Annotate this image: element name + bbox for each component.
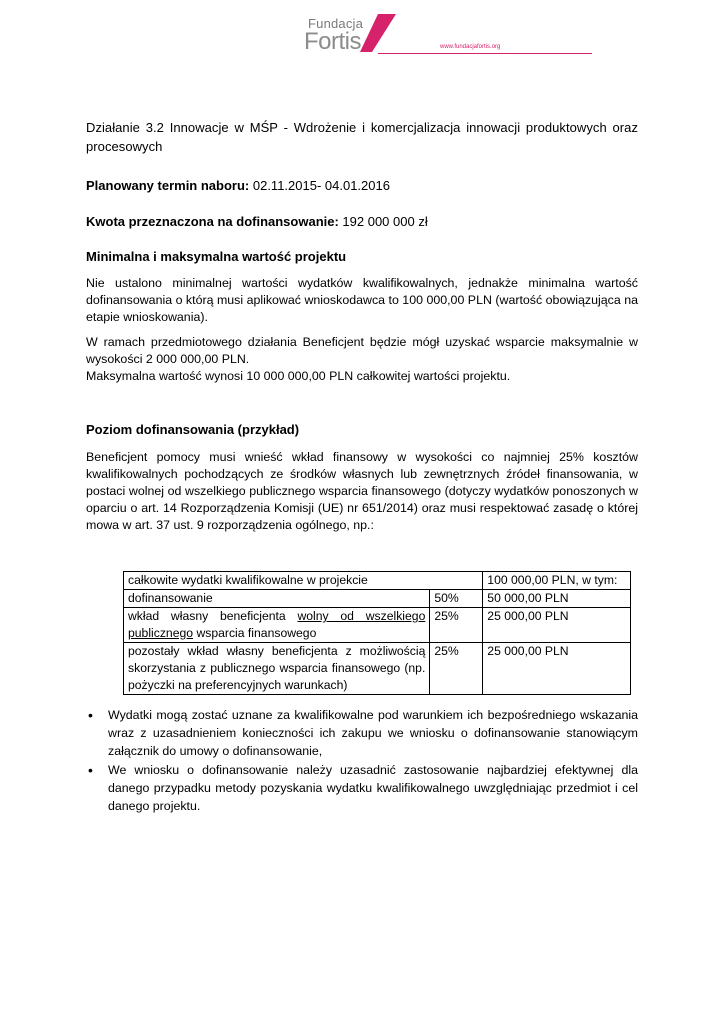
table-row: [124, 608, 631, 643]
funding-table: [123, 571, 631, 695]
call-period-label: Planowany termin naboru:: [86, 178, 250, 193]
amount-value: 192 000 000 zł: [338, 214, 428, 229]
table-cell-label-post: wsparcia finansowego: [193, 626, 317, 640]
logo-top-text: Fundacja: [308, 16, 364, 31]
logo-main-text: Fortis: [304, 28, 361, 55]
call-period-value: 02.11.2015- 04.01.2016: [249, 178, 390, 193]
table-cell-amount: 100 000,00 PLN, w tym:: [483, 572, 631, 590]
amount-label: Kwota przeznaczona na dofinansowanie:: [86, 214, 339, 229]
document-body: [86, 118, 638, 534]
bullet-list: [86, 706, 638, 815]
table-cell-percent: 25%: [430, 643, 483, 695]
table-cell-amount: 25 000,00 PLN: [483, 643, 631, 695]
logo-url: www.fundacjafortis.org: [440, 44, 501, 50]
table-cell-percent: 50%: [430, 590, 483, 608]
table-cell-label: pozostały wkład własny beneficjenta z możliwością skorzystania z publicznego wsparcia finansowego (np. pożyczki na preferencyjnych warunkach): [124, 643, 430, 695]
min-max-para-2: W ramach przedmiotowego działania Beneficjent będzie mógł uzyskać wsparcie maksymalnie w wysokości 2 000 000,00 PLN.: [86, 335, 638, 366]
min-max-heading: Minimalna i maksymalna wartość projektu: [86, 249, 347, 264]
table-cell-percent: 25%: [430, 608, 483, 643]
table-cell-amount: 50 000,00 PLN: [483, 590, 631, 608]
table-row: [124, 643, 631, 695]
min-max-para-3: Maksymalna wartość wynosi 10 000 000,00 PLN całkowitej wartości projektu.: [86, 369, 511, 383]
header-logo: [300, 10, 600, 58]
call-period: [86, 176, 638, 195]
table-cell-label: dofinansowanie: [124, 590, 430, 608]
list-item: • Wydatki mogą zostać uznane za kwalifikowalne pod warunkiem ich bezpośredniego wskazania wraz z uzasadnieniem konieczności ich zakupu we wniosku o dofinansowanie stanowiącym załącznik do umowy o dofinansowanie,: [86, 706, 638, 760]
min-max-para-1: Nie ustalono minimalnej wartości wydatków kwalifikowalnych, jednakże minimalna wartość dofinansowania o którą musi aplikować wnioskodawca to 100 000,00 PLN (wartość obowiązująca na etapie wnioskowania).: [86, 276, 638, 324]
action-title: Działanie 3.2 Innowacje w MŚP - Wdrożenie i komercjalizacja innowacji produktowych oraz procesowych: [86, 120, 638, 154]
table-row: [124, 590, 631, 608]
level-para: Beneficjent pomocy musi wnieść wkład finansowy w wysokości co najmniej 25% kosztów kwalifikowalnych pochodzących ze środków własnych lub zewnętrznych źródeł finansowania, w postaci wolnej od wszelkiego publicznego wsparcia finansowego (dotyczy wydatków ponoszonych w oparciu o art. 14 Rozporządzenia Komisji (UE) nr 651/2014) oraz musi respektować zasadę o której mowa w art. 37 ust. 9 rozporządzenia ogólnego, np.:: [86, 450, 638, 532]
list-item: • We wniosku o dofinansowanie należy uzasadnić zastosowanie najbardziej efektywnej dla danego przypadku metody pozyskania wydatku kwalifikowalnego uwzględniając przedmiot i cel danego projektu.: [86, 761, 638, 815]
table-cell-label-underlined: wolny od wszelkiego publicznego: [128, 609, 426, 640]
level-heading: Poziom dofinansowania (przykład): [86, 422, 300, 437]
table-row: [124, 572, 631, 590]
amount-line: [86, 212, 638, 231]
logo-underline: [378, 53, 592, 54]
table-cell-label: [124, 608, 430, 643]
table-cell-amount: 25 000,00 PLN: [483, 608, 631, 643]
table-cell-label-pre: wkład własny beneficjenta: [128, 609, 298, 623]
logo-mark-icon: [356, 12, 396, 58]
table-cell-label: całkowite wydatki kwalifikowalne w projekcie: [124, 572, 483, 590]
